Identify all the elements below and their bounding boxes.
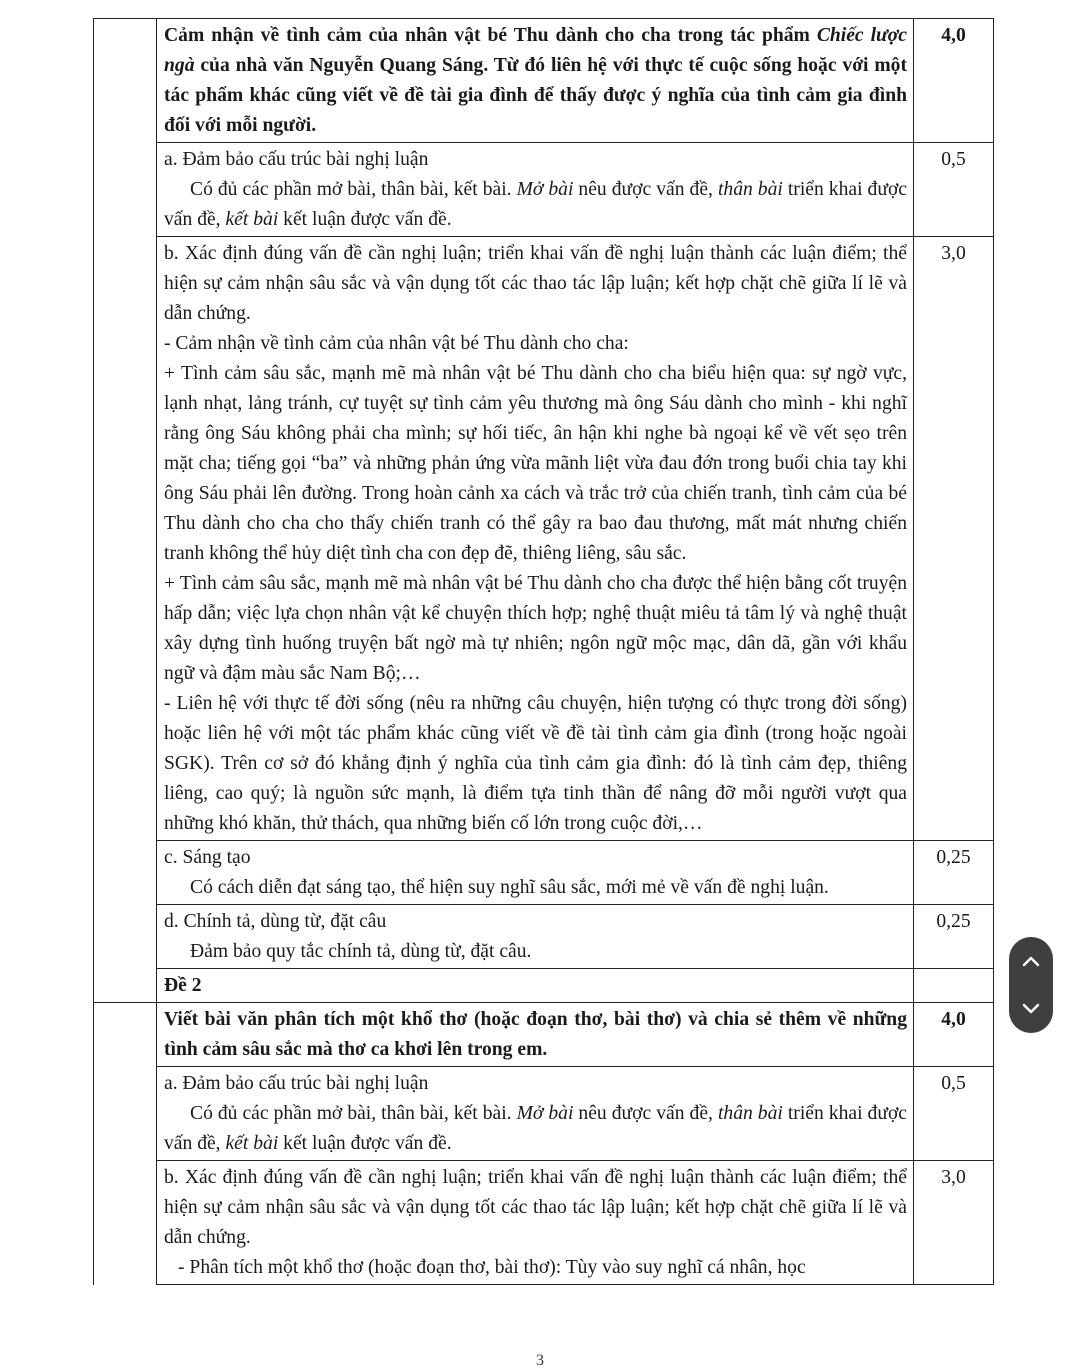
score-cell: 3,0 <box>914 237 994 841</box>
criterion-point: + Tình cảm sâu sắc, mạnh mẽ mà nhân vật bé Thu dành cho cha biểu hiện qua: sự ngờ vực, lạnh nhạt, lảng tránh, cự tuyệt sự tình cảm yêu thương mà ông Sáu dành cho mình - khi nghĩ rằng ông Sáu không phải cha mình; sự hối tiếc, ân hận khi nghe bà ngoại kể về vết sẹo trên mặt cha; tiếng gọi “ba” và những phản ứng vừa mãnh liệt vừa đau đớn trong buổi chia tay khi ông Sáu phải lên đường. Trong hoàn cảnh xa cách và trắc trở của chiến tranh, tình cảm của bé Thu dành cho cha cho thấy chiến tranh có thể gây ra bao đau thương, mất mát nhưng chiến tranh không thể hủy diệt tình cha con đẹp đẽ, thiêng liêng, sâu sắc. <box>164 363 907 564</box>
criterion-point: - Phân tích một khổ thơ (hoặc đoạn thơ, bài thơ): Tùy vào suy nghĩ cá nhân, học <box>178 1257 806 1278</box>
page-navigation-pill <box>1009 937 1053 1033</box>
criterion-description: Đảm bảo quy tắc chính tả, dùng từ, đặt câu. <box>190 941 532 962</box>
score-cell: 3,0 <box>914 1161 994 1285</box>
criterion-description: Có cách diễn đạt sáng tạo, thể hiện suy nghĩ sâu sắc, mới mẻ về vấn đề nghị luận. <box>190 877 829 898</box>
rubric-row-question-2 <box>94 1003 994 1067</box>
score-cell: 0,25 <box>914 841 994 905</box>
score-cell: 0,25 <box>914 905 994 969</box>
rubric-row-argument <box>94 237 994 841</box>
criterion-heading: c. Sáng tạo <box>164 847 251 868</box>
rubric-left-cell <box>94 1003 157 1285</box>
criterion-structure <box>157 143 914 237</box>
question-2-prompt: Viết bài văn phân tích một khổ thơ (hoặc đoạn thơ, bài thơ) và chia sẻ thêm về những tình cảm sâu sắc mà thơ ca khơi lên trong em. <box>157 1003 914 1067</box>
criterion-creativity <box>157 841 914 905</box>
criterion-description: Có đủ các phần mở bài, thân bài, kết bài. Mở bài nêu được vấn đề, thân bài triển khai được vấn đề, kết bài kết luận được vấn đề. <box>164 1103 908 1154</box>
criterion-spelling <box>157 905 914 969</box>
criterion-structure <box>157 1067 914 1161</box>
scroll-up-button[interactable] <box>1009 941 1053 981</box>
rubric-row-exam-label <box>94 969 994 1003</box>
rubric-row-argument-2 <box>94 1161 994 1285</box>
criterion-heading: b. Xác định đúng vấn đề cần nghị luận; triển khai vấn đề nghị luận thành các luận điểm; thể hiện sự cảm nhận sâu sắc và vận dụng tốt các thao tác lập luận; kết hợp chặt chẽ giữa lí lẽ và dẫn chứng. <box>164 1167 907 1248</box>
work-title: Chiếc lược ngà <box>164 25 907 76</box>
criterion-heading: d. Chính tả, dùng từ, đặt câu <box>164 911 387 932</box>
rubric-row-structure <box>94 143 994 237</box>
criterion-heading: a. Đảm bảo cấu trúc bài nghị luận <box>164 1073 429 1094</box>
criterion-heading: a. Đảm bảo cấu trúc bài nghị luận <box>164 149 429 170</box>
chevron-down-icon <box>1022 1003 1040 1015</box>
criterion-heading: b. Xác định đúng vấn đề cần nghị luận; triển khai vấn đề nghị luận thành các luận điểm; thể hiện sự cảm nhận sâu sắc và vận dụng tốt các thao tác lập luận; kết hợp chặt chẽ giữa lí lẽ và dẫn chứng. <box>164 243 907 324</box>
score-cell: 0,5 <box>914 1067 994 1161</box>
score-cell: 0,5 <box>914 143 994 237</box>
criterion-point: + Tình cảm sâu sắc, mạnh mẽ mà nhân vật bé Thu dành cho cha được thể hiện bằng cốt truyện hấp dẫn; việc lựa chọn nhân vật kể chuyện thích hợp; nghệ thuật miêu tả tâm lý và nghệ thuật xây dựng tình huống truyện bất ngờ mà tự nhiên; ngôn ngữ mộc mạc, dân dã, gần với khẩu ngữ và đậm màu sắc Nam Bộ;… <box>164 573 907 684</box>
criterion-point: - Liên hệ với thực tế đời sống (nêu ra những câu chuyện, hiện tượng có thực trong đời sống) hoặc liên hệ với một tác phẩm khác cũng viết về đề tài tình cảm gia đình (trong hoặc ngoài SGK). Trên cơ sở đó khẳng định ý nghĩa của tình cảm gia đình: đó là tình cảm đẹp, thiêng liêng, cao quý; là nguồn sức mạnh, là điểm tựa tinh thần để nâng đỡ mỗi người vượt qua những khó khăn, thử thách, qua những biến cố lớn trong cuộc đời,… <box>164 693 907 834</box>
exam-2-label: Đề 2 <box>157 969 914 1003</box>
criterion-description: Có đủ các phần mở bài, thân bài, kết bài. Mở bài nêu được vấn đề, thân bài triển khai được vấn đề, kết bài kết luận được vấn đề. <box>164 179 908 230</box>
rubric-row-structure-2 <box>94 1067 994 1161</box>
score-cell-empty <box>914 969 994 1003</box>
grading-rubric-table <box>93 18 994 1285</box>
scroll-down-button[interactable] <box>1009 989 1053 1029</box>
page-number: 3 <box>536 1352 544 1369</box>
question-1-prompt: Cảm nhận về tình cảm của nhân vật bé Thu dành cho cha trong tác phẩm Chiếc lược ngà của nhà văn Nguyễn Quang Sáng. Từ đó liên hệ với thực tế cuộc sống hoặc với một tác phẩm khác cũng viết về đề tài gia đình để thấy được ý nghĩa của tình cảm gia đình đối với mỗi người. <box>157 19 914 143</box>
score-cell: 4,0 <box>914 19 994 143</box>
rubric-row-question-1 <box>94 19 994 143</box>
criterion-argument <box>157 1161 914 1285</box>
criterion-point: - Cảm nhận về tình cảm của nhân vật bé Thu dành cho cha: <box>164 333 629 354</box>
chevron-up-icon <box>1022 955 1040 967</box>
criterion-argument <box>157 237 914 841</box>
rubric-left-cell <box>94 19 157 1003</box>
rubric-row-spelling <box>94 905 994 969</box>
score-cell: 4,0 <box>914 1003 994 1067</box>
rubric-row-creativity <box>94 841 994 905</box>
